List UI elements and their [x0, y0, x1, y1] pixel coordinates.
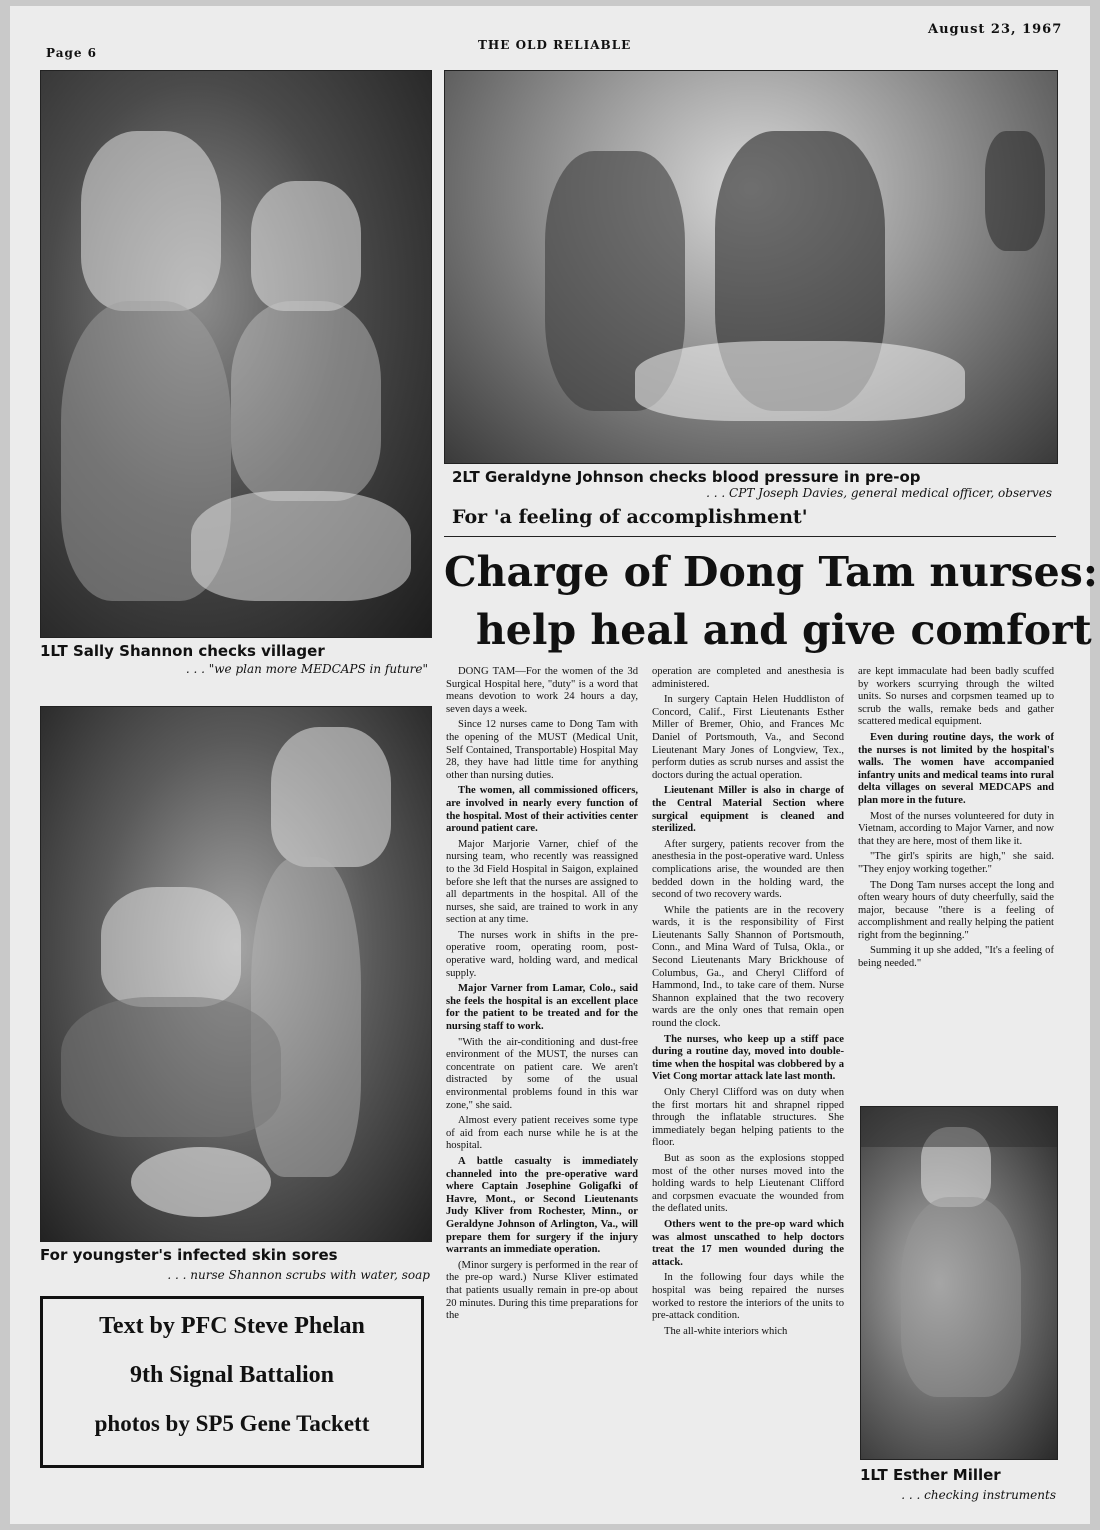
subcaption-mid-left: . . . nurse Shannon scrubs with water, soap [167, 1268, 430, 1282]
caption-top-right: 2LT Geraldyne Johnson checks blood pressure in pre-op [452, 468, 921, 486]
issue-date: August 23, 1967 [928, 22, 1063, 37]
paragraph: operation are completed and anesthesia is administered. [652, 666, 844, 690]
paragraph: DONG TAM—For the women of the 3d Surgical Hospital here, "duty" is a word that means devotion to work 24 hours a day, seven days a week. [446, 666, 638, 715]
headline-line-2: help heal and give comfort [476, 606, 1092, 654]
paragraph: Almost every patient receives some type of aid from each nurse while he is at the hospital. [446, 1115, 638, 1152]
paragraph: The women, all commissioned officers, are involved in nearly every function of the hospital. Most of their activities center around patient care. [446, 785, 638, 835]
paragraph: Major Varner from Lamar, Colo., said she feels the hospital is an excellent place for the patient to be treated and for the nursing staff to work. [446, 983, 638, 1033]
article-column-3 [858, 666, 1054, 1096]
paragraph: Since 12 nurses came to Dong Tam with the opening of the MUST (Medical Unit, Self Contained, Transportable) Hospital May 28, they have had little time for anything other than nursing duties. [446, 719, 638, 781]
paragraph: Lieutenant Miller is also in charge of the Central Material Section where surgical equipment is cleaned and sterilized. [652, 785, 844, 835]
caption-top-left: 1LT Sally Shannon checks villager [40, 642, 325, 660]
paragraph: But as soon as the explosions stopped most of the other nurses moved into the holding wards to help Lieutenant Clifford and corpsmen evacuate the wounded from the deflated units. [652, 1152, 844, 1215]
paragraph: A battle casualty is immediately channeled into the pre-operative ward where Captain Josephine Goligafki of Havre, Mont., or Second Lieutenants Judy Kliver from Rochester, Minn., or Geraldyne Johnson of Arlington, Va., will prepare them for surgery if the injury warrants an immediate operation. [446, 1155, 638, 1256]
paragraph: While the patients are in the recovery wards, it is the responsibility of First Lieutenants Sally Shannon of Portsmouth, Conn., and Mina Ward of Tulsa, Okla., or Second Lieutenants Mary Brickhouse of Columbus, Ga., and Cheryl Clifford of Hammond, Ind., to take care of them. Nurse Shannon explained that the two recovery wards are the only ones that remain open round the clock. [652, 904, 844, 1030]
caption-bottom-right: 1LT Esther Miller [860, 1466, 1001, 1484]
paragraph: Major Marjorie Varner, chief of the nursing team, who recently was reassigned to the 3d Field Hospital in Saigon, explained before she left that the nurses are assigned to all departments in the hospital. All of the nurses, she said, are trained to work in any section at any time. [446, 838, 638, 926]
caption-mid-left: For youngster's infected skin sores [40, 1246, 338, 1264]
subcaption-top-right: . . . CPT Joseph Davies, general medical officer, observes [706, 486, 1052, 500]
photo-nurse-checking-instruments [860, 1106, 1058, 1460]
paragraph: Even during routine days, the work of the nurses is not limited by the hospital's walls. The women have accompanied infantry units and medical teams into rural delta villages on several MEDCAPS and plan more in the future. [858, 731, 1054, 806]
paragraph: After surgery, patients recover from the anesthesia in the post-operative ward. Unless complications arise, the wounded are then bedded down in the holding ward, the second of two recovery wards. [652, 838, 844, 901]
photo-nurse-scrubs-child [40, 706, 432, 1242]
credit-writer: Text by PFC Steve Phelan [99, 1313, 365, 1339]
subcaption-bottom-right: . . . checking instruments [901, 1488, 1056, 1502]
article-column-1 [446, 666, 638, 1492]
subcaption-top-left: . . . "we plan more MEDCAPS in future" [185, 662, 428, 676]
paragraph: Only Cheryl Clifford was on duty when the first mortars hit and shrapnel ripped through the inflatable structures. She immediately began helping patients to the floor. [652, 1087, 844, 1149]
paragraph: The nurses work in shifts in the pre-operative room, operating room, post-operative ward, holding ward, and medical supply. [446, 929, 638, 979]
paragraph: (Minor surgery is performed in the rear of the pre-op ward.) Nurse Kliver estimated that patients usually remain in pre-op about 20 minutes. During this time preparations for the [446, 1259, 638, 1322]
paragraph: Others went to the pre-op ward which was almost unscathed to help doctors treat the 17 men wounded during the attack. [652, 1218, 844, 1268]
headline-line-1: Charge of Dong Tam nurses: [444, 548, 1098, 596]
paper-name: THE OLD RELIABLE [478, 38, 632, 52]
paragraph: are kept immaculate had been badly scuffed by workers scurrying through the wilted units. So nurses and corpsmen teamed up to scrub the walls, remake beds and gather scattered medical equipment. [858, 666, 1054, 728]
paragraph: Most of the nurses volunteered for duty in Vietnam, according to Major Varner, and now that they are here, most of them like it. [858, 810, 1054, 847]
paragraph: In surgery Captain Helen Huddliston of Concord, Calif., First Lieutenants Esther Miller of Bremer, Ohio, and Frances Mc Daniel of Portsmouth, Va., and Second Lieutenant Mary Jones of Longview, Tex., perform duties as scrub nurses and assist the doctors during the actual operation. [652, 694, 844, 781]
newspaper-page [10, 6, 1098, 1524]
paragraph: "With the air-conditioning and dust-free environment of the MUST, the nurses can concentrate on patient care. We aren't distracted by some of the usual environmental problems found in this war zone," she said. [446, 1036, 638, 1111]
photo-nurse-checks-villager [40, 70, 432, 638]
credit-box [40, 1296, 424, 1468]
paragraph: "The girl's spirits are high," she said. "They enjoy working together." [858, 851, 1054, 875]
paragraph: The nurses, who keep up a stiff pace during a routine day, moved into double-time when the hospital was clobbered by a Viet Cong mortar attack late last month. [652, 1033, 844, 1083]
credit-photographer: photos by SP5 Gene Tackett [94, 1411, 370, 1436]
paragraph: The all-white interiors which [664, 1325, 788, 1337]
article-column-2 [652, 666, 844, 1492]
page-number: Page 6 [46, 46, 98, 60]
article-kicker: For 'a feeling of accomplishment' [452, 506, 808, 528]
paragraph: The Dong Tam nurses accept the long and often weary hours of duty cheerfully, said the major, because "there is a feeling of accomplishment and really helping the patient right from the beginning." [858, 879, 1054, 941]
paragraph: In the following four days while the hospital was being repaired the nurses worked to restore the interiors of the units to pre-attack condition. [652, 1272, 844, 1322]
paragraph: Summing it up she added, "It's a feeling of being needed." [858, 945, 1054, 970]
credit-unit: 9th Signal Battalion [129, 1362, 335, 1388]
photo-nurse-blood-pressure [444, 70, 1058, 464]
